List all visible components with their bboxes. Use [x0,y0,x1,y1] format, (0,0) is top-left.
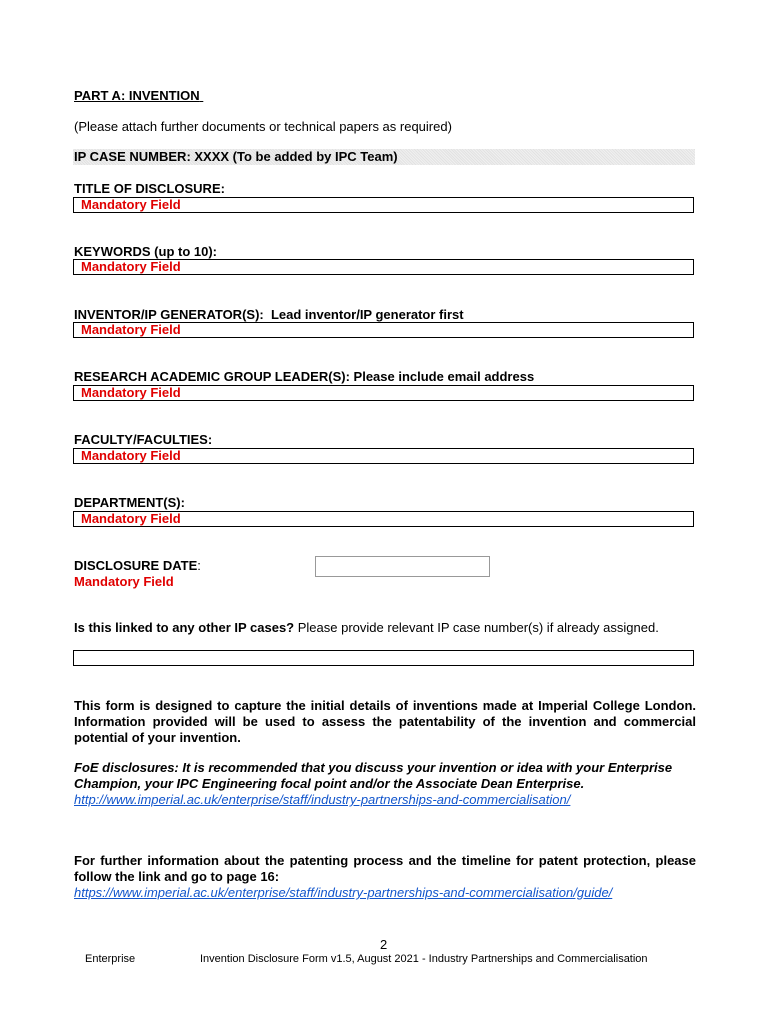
page-number: 2 [380,937,388,952]
department-field[interactable] [73,511,694,527]
inventor-note: Lead inventor/IP generator first [270,307,464,322]
mandatory-field-text: Mandatory Field [81,385,181,400]
ip-case-number-bar [73,149,695,165]
title-of-disclosure-label: TITLE OF DISCLOSURE: [74,181,225,196]
footer-left: Enterprise [85,953,136,965]
disclosure-date-label: DISCLOSURE DATE: [74,558,201,573]
keywords-field[interactable] [73,259,694,275]
further-info-paragraph [74,853,696,901]
disclosure-date-mandatory: Mandatory Field [74,574,174,589]
footer-right: Invention Disclosure Form v1.5, August 2021 - Industry Partnerships and Commercialisation [200,953,648,965]
attach-note: (Please attach further documents or technical papers as required) [74,119,452,134]
inventor-label: INVENTOR/IP GENERATOR(S): Lead inventor/IP generator first [74,307,464,322]
ipc-link[interactable]: http://www.imperial.ac.uk/enterprise/staff/industry-partnerships-and-commercialisation/ [74,792,571,807]
faculty-label: FACULTY/FACULTIES: [74,432,213,447]
research-group-leader-field[interactable] [73,385,694,401]
foe-disclosures-text: FoE disclosures: It is recommended that you discuss your invention or idea with your Enterprise Champion, your IPC Engineering focal point and/or the Associate Dean Enterprise. [74,760,673,791]
patent-guide-link[interactable]: https://www.imperial.ac.uk/enterprise/staff/industry-partnerships-and-commercialisation/guide/ [74,885,613,900]
form-purpose-paragraph: This form is designed to capture the initial details of inventions made at Imperial College London. Information provided will be used to assess the patentability of the invention and commercial potential of your invention. [74,698,696,745]
mandatory-field-text: Mandatory Field [81,322,181,337]
further-info-text: For further information about the patenting process and the timeline for patent protection, please follow the link and go to page 16: [74,853,696,884]
disclosure-date-input[interactable] [315,556,490,577]
research-group-leader-note: Please include email address [353,369,535,384]
foe-disclosures-paragraph [74,760,696,808]
inventor-field[interactable] [73,322,694,338]
ip-case-number: IP CASE NUMBER: XXXX (To be added by IPC Team) [74,149,398,164]
mandatory-field-text: Mandatory Field [81,448,181,463]
linked-ip-cases-field[interactable] [73,650,694,666]
research-group-leader-label: RESEARCH ACADEMIC GROUP LEADER(S): Please include email address [74,369,535,384]
part-heading: PART A: INVENTION [74,88,200,103]
keywords-label: KEYWORDS (up to 10): [74,244,217,259]
department-label: DEPARTMENT(S): [74,495,185,510]
faculty-field[interactable] [73,448,694,464]
mandatory-field-text: Mandatory Field [81,197,181,212]
mandatory-field-text: Mandatory Field [81,259,181,274]
mandatory-field-text: Mandatory Field [81,511,181,526]
linked-ip-cases-question: Is this linked to any other IP cases? Please provide relevant IP case number(s) if already assigned. [74,620,659,635]
linked-ip-cases-instruction: Please provide relevant IP case number(s) if already assigned. [297,620,659,635]
title-of-disclosure-field[interactable] [73,197,694,213]
